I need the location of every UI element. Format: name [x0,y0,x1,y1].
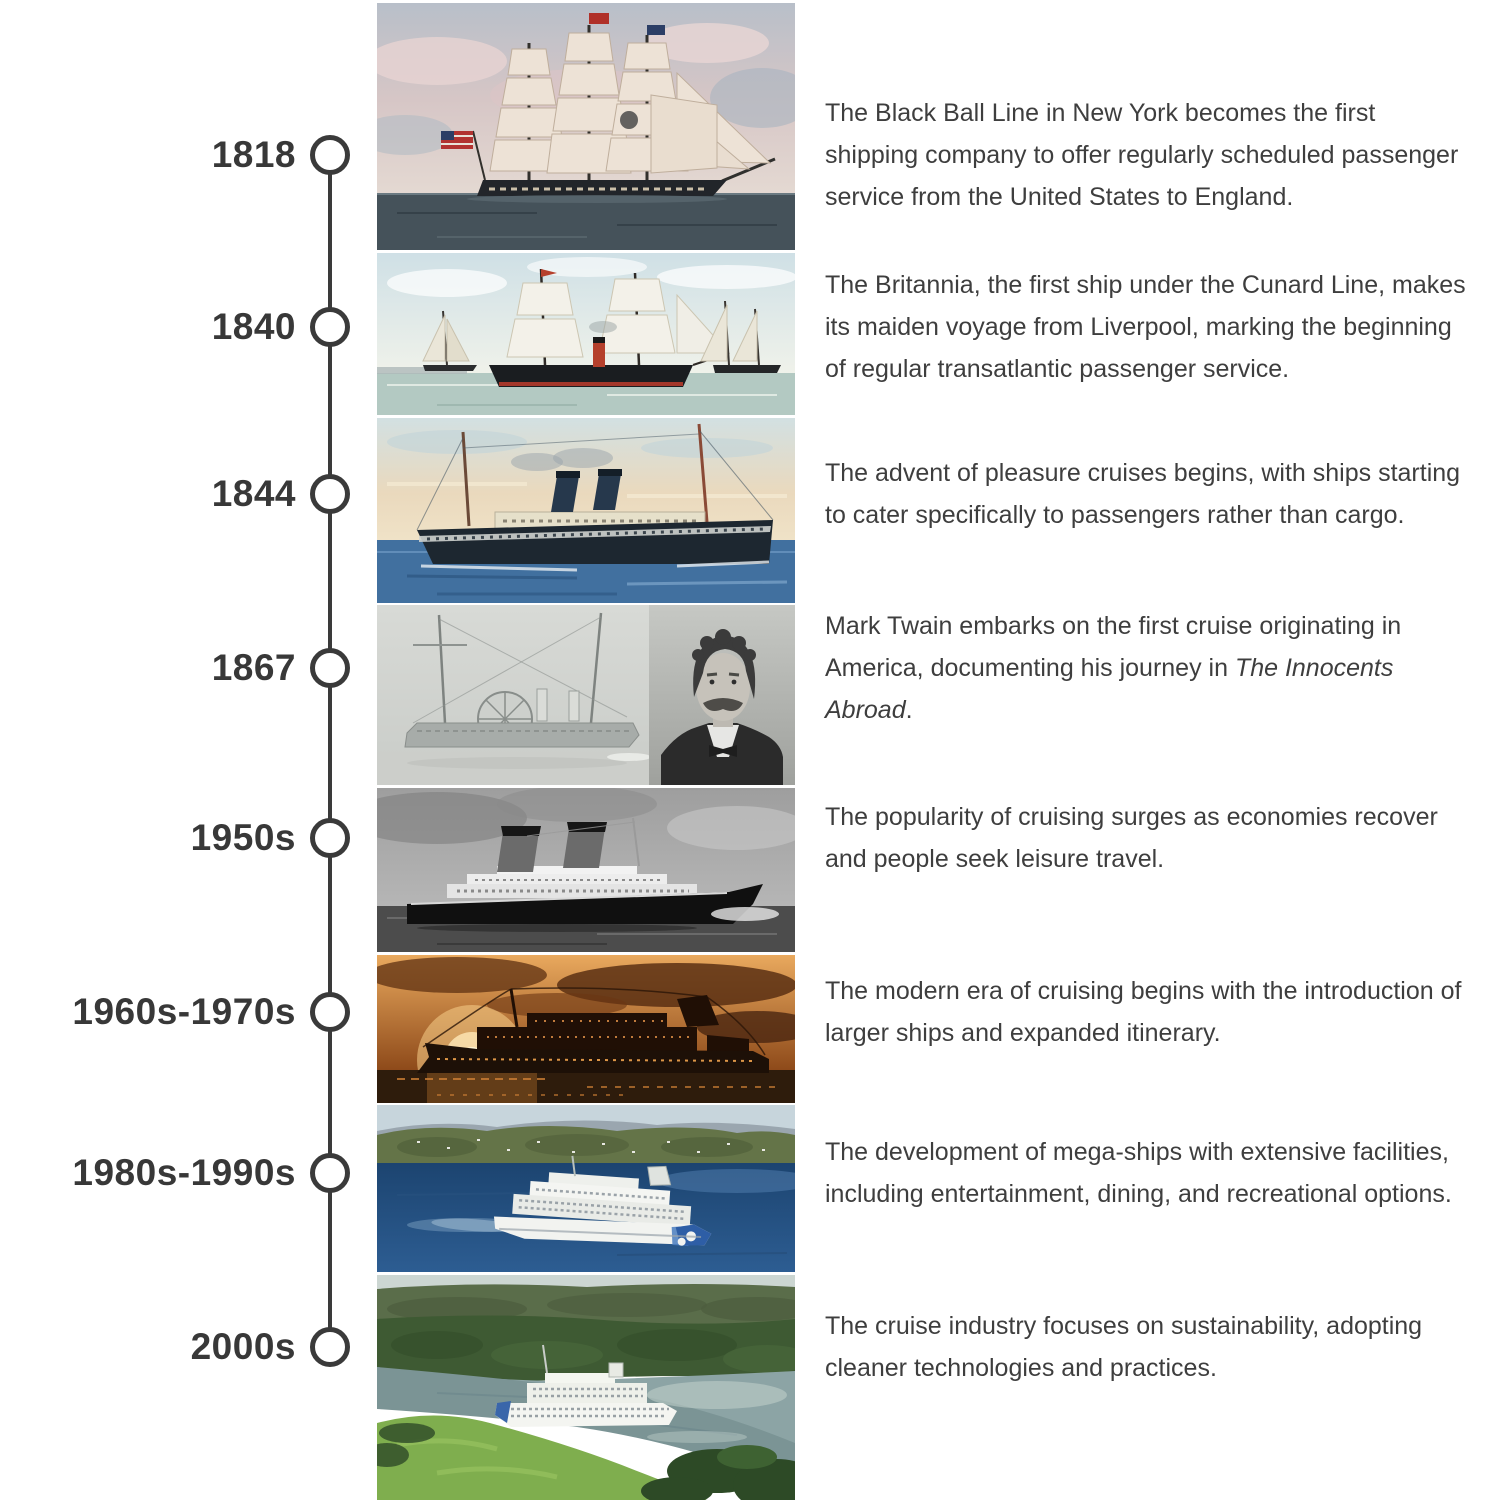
event-description-text: . [905,696,913,724]
timeline-event-row-1844 [0,418,1500,603]
mega-cruise-ship-illustration [377,1105,795,1272]
event-description-text: The popularity of cruising surges as economies recover and people seek leisure travel. [825,803,1438,873]
event-image-canal-cruise [377,1275,795,1500]
timeline-node-icon [310,474,350,514]
paddle-steamer-illustration [377,253,795,415]
timeline-node-icon [310,1327,350,1367]
event-image-mega-ship [377,1105,795,1272]
event-year-label: 1840 [211,306,296,347]
timeline-event-row-1818 [0,3,1500,250]
event-description-text: The Black Ball Line in New York becomes the first shipping company to offer regularly scheduled passenger service from the United States to England. [825,99,1459,211]
event-image-mark-twain [377,605,795,785]
event-year-label: 1818 [211,134,296,175]
event-year-label: 1960s-1970s [72,991,296,1032]
event-description [825,92,1470,218]
event-description-text: The development of mega-ships with extensive facilities, including entertainment, dining, and recreational options. [825,1138,1452,1208]
steamship-illustration [377,418,795,603]
event-image-britannia [377,253,795,415]
event-year-label: 1980s-1990s [72,1152,296,1193]
event-description [825,605,1470,731]
canal-cruise-ship-illustration [377,1275,795,1500]
event-description-italic-title: The Innocents Abroad [825,654,1394,724]
event-description-text: The cruise industry focuses on sustainability, adopting cleaner technologies and practices. [825,1312,1423,1382]
event-description [825,1131,1470,1215]
event-description [825,970,1470,1054]
event-description-text: The modern era of cruising begins with the introduction of larger ships and expanded itinerary. [825,977,1462,1047]
timeline-node-icon [310,648,350,688]
event-image-ocean-liner [377,788,795,952]
timeline-event-row-1867 [0,605,1500,785]
event-image-steamship [377,418,795,603]
timeline-event-row-2000s [0,1275,1500,1500]
timeline-event-row-1980s-1990s [0,1105,1500,1272]
timeline-node-icon [310,1153,350,1193]
event-description-text: The Britannia, the first ship under the Cunard Line, makes its maiden voyage from Liverpool, marking the beginning of regular transatlantic passenger service. [825,271,1466,383]
event-image-sunset-cruise [377,955,795,1103]
event-year-label: 1950s [190,817,296,858]
event-year-label: 2000s [190,1326,296,1367]
ocean-liner-photo-illustration [377,788,795,952]
paddle-steamship-and-portrait-illustration [377,605,795,785]
timeline-event-row-1840 [0,253,1500,415]
event-description [825,264,1470,390]
clipper-ship-illustration [377,3,795,250]
timeline-node-icon [310,992,350,1032]
event-year-label: 1867 [211,647,296,688]
event-description-text: The advent of pleasure cruises begins, with ships starting to cater specifically to passengers rather than cargo. [825,459,1461,529]
event-image-clipper-ship [377,3,795,250]
timeline-event-row-1960s-1970s [0,955,1500,1103]
event-year-label: 1844 [211,473,296,514]
event-description [825,452,1470,536]
event-description [825,1305,1470,1389]
sunset-cruise-ship-illustration [377,955,795,1103]
timeline-node-icon [310,135,350,175]
timeline-node-icon [310,307,350,347]
event-description-text: Mark Twain embarks on the first cruise originating in America, documenting his journey in [825,612,1402,682]
event-description [825,796,1470,880]
timeline-event-row-1950s [0,788,1500,952]
timeline-node-icon [310,818,350,858]
